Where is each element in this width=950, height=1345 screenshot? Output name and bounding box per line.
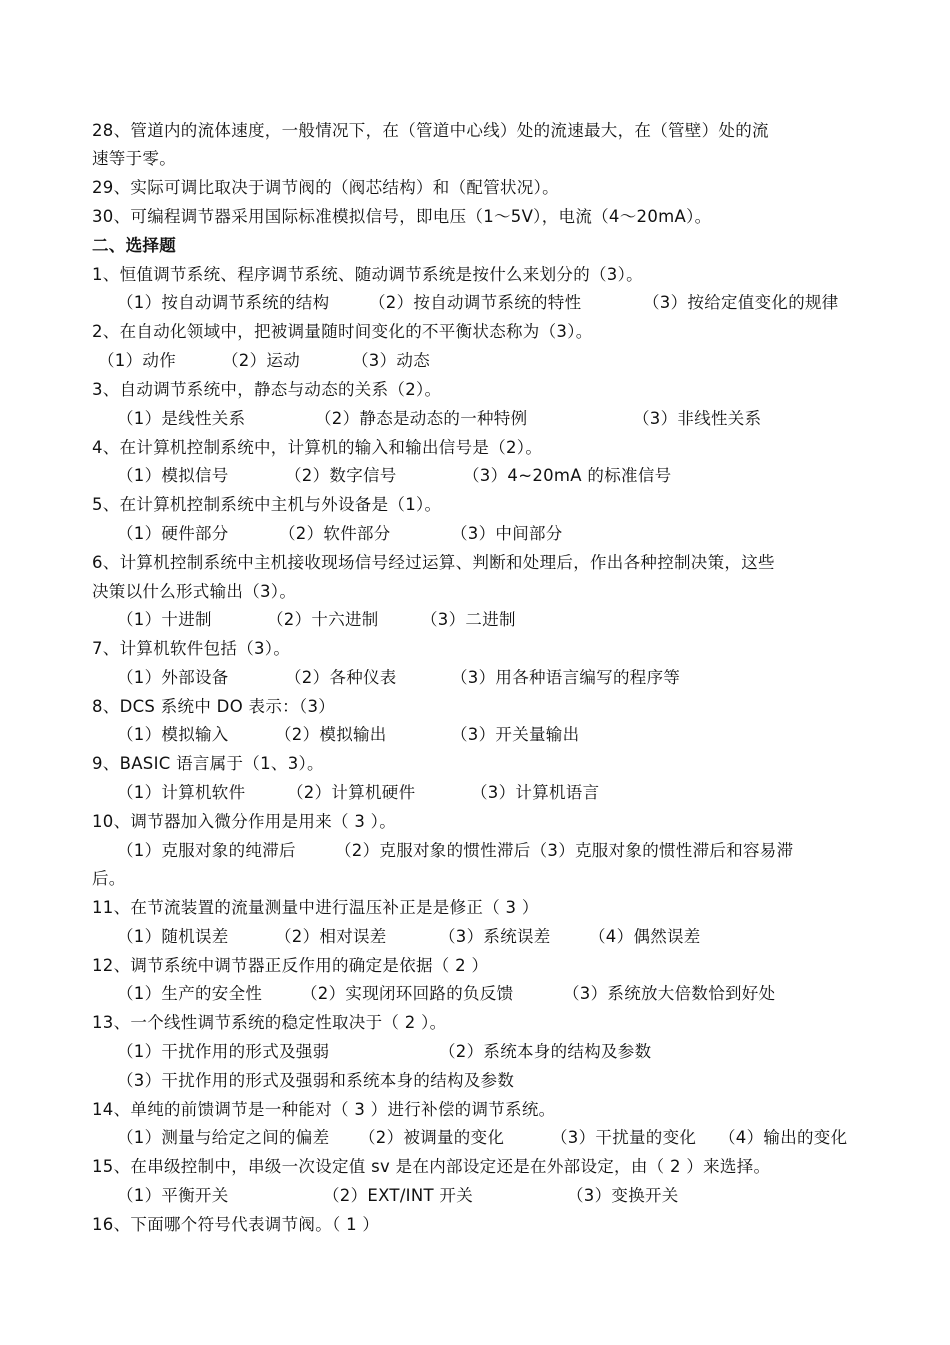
option: （2）各种仪表 (285, 668, 397, 687)
option: （1）克服对象的纯滞后 (117, 841, 296, 860)
question-9: 9、BASIC 语言属于（1、3）。 (92, 754, 324, 773)
option: （4）输出的变化 (719, 1128, 848, 1147)
option: （3）干扰作用的形式及强弱和系统本身的结构及参数 (117, 1071, 515, 1090)
option: （2）实现闭环回路的负反馈 (301, 984, 514, 1003)
option: （3）二进制 (421, 610, 516, 629)
question-10-options-wrap: 后。 (92, 869, 126, 888)
option: （3）动态 (352, 351, 430, 370)
option: （2）运动 (222, 351, 300, 370)
question-30: 30、可编程调节器采用国际标准模拟信号，即电压（1～5V），电流（4～20mA）。 (92, 207, 712, 226)
question-12: 12、调节系统中调节器正反作用的确定是依据（ 2 ） (92, 956, 489, 975)
option: （2）按自动调节系统的特性 (369, 293, 582, 312)
question-6-line-1: 6、计算机控制系统中主机接收现场信号经过运算、判断和处理后，作出各种控制决策，这些 (92, 553, 775, 572)
option: （2）数字信号 (285, 466, 397, 485)
option: （1）硬件部分 (117, 524, 229, 543)
option: （2）EXT/INT 开关 (323, 1186, 474, 1205)
option: （2）被调量的变化 (359, 1128, 505, 1147)
option: （1）随机误差 (117, 927, 229, 946)
option: （1）计算机软件 (117, 783, 246, 802)
question-28-line-2: 速等于零。 (92, 149, 176, 168)
question-5: 5、在计算机控制系统中主机与外设备是（1）。 (92, 495, 442, 514)
option: （3）用各种语言编写的程序等 (451, 668, 681, 687)
option: （3）4~20mA 的标准信号 (463, 466, 672, 485)
question-11: 11、在节流装置的流量测量中进行温压补正是是修正（ 3 ） (92, 898, 539, 917)
option: （1）平衡开关 (117, 1186, 229, 1205)
option: （2）十六进制 (267, 610, 379, 629)
question-4: 4、在计算机控制系统中，计算机的输入和输出信号是（2）。 (92, 438, 543, 457)
option: （3）系统放大倍数恰到好处 (563, 984, 776, 1003)
question-16: 16、下面哪个符号代表调节阀。（ 1 ） (92, 1215, 380, 1234)
question-6-line-2: 决策以什么形式输出（3）。 (92, 582, 297, 601)
option: （3）变换开关 (567, 1186, 679, 1205)
option: （2）系统本身的结构及参数 (439, 1042, 652, 1061)
option: （3）计算机语言 (471, 783, 600, 802)
option: （1）动作 (98, 351, 176, 370)
option: （2）相对误差 (275, 927, 387, 946)
option: （1）外部设备 (117, 668, 229, 687)
question-28-line-1: 28、管道内的流体速度，一般情况下，在（管道中心线）处的流速最大，在（管壁）处的流 (92, 121, 769, 140)
question-10: 10、调节器加入微分作用是用来（ 3 ）。 (92, 812, 397, 831)
question-14: 14、单纯的前馈调节是一种能对（ 3 ）进行补偿的调节系统。 (92, 1100, 556, 1119)
question-1: 1、恒值调节系统、程序调节系统、随动调节系统是按什么来划分的（3）。 (92, 265, 643, 284)
option: （3）开关量输出 (451, 725, 580, 744)
question-29: 29、实际可调比取决于调节阀的（阀芯结构）和（配管状况）。 (92, 178, 559, 197)
option: （3）中间部分 (451, 524, 563, 543)
question-2: 2、在自动化领域中，把被调量随时间变化的不平衡状态称为（3）。 (92, 322, 593, 341)
option: （1）十进制 (117, 610, 212, 629)
option: （2）克服对象的惯性滞后（3）克服对象的惯性滞后和容易滞 (335, 841, 794, 860)
question-15: 15、在串级控制中，串级一次设定值 sv 是在内部设定还是在外部设定，由（ 2 ）来选择。 (92, 1157, 771, 1176)
question-7: 7、计算机软件包括（3）。 (92, 639, 291, 658)
option: （2）模拟输出 (275, 725, 387, 744)
option: （1）模拟输入 (117, 725, 229, 744)
option: （3）干扰量的变化 (551, 1128, 697, 1147)
question-3: 3、自动调节系统中，静态与动态的关系（2）。 (92, 380, 442, 399)
section-heading-choice: 二、选择题 (92, 236, 176, 255)
option: （3）非线性关系 (633, 409, 762, 428)
option: （1）生产的安全性 (117, 984, 263, 1003)
option: （1）是线性关系 (117, 409, 246, 428)
option: （1）干扰作用的形式及强弱 (117, 1042, 330, 1061)
option: （3）按给定值变化的规律 (643, 293, 839, 312)
question-8: 8、DCS 系统中 DO 表示：（3） (92, 697, 336, 716)
option: （2）计算机硬件 (287, 783, 416, 802)
option: （1）模拟信号 (117, 466, 229, 485)
option: （2）静态是动态的一种特例 (315, 409, 528, 428)
option: （3）系统误差 (439, 927, 551, 946)
option: （2）软件部分 (279, 524, 391, 543)
option: （1）测量与给定之间的偏差 (117, 1128, 330, 1147)
question-13: 13、一个线性调节系统的稳定性取决于（ 2 ）。 (92, 1013, 447, 1032)
option: （1）按自动调节系统的结构 (117, 293, 330, 312)
option: （4）偶然误差 (589, 927, 701, 946)
